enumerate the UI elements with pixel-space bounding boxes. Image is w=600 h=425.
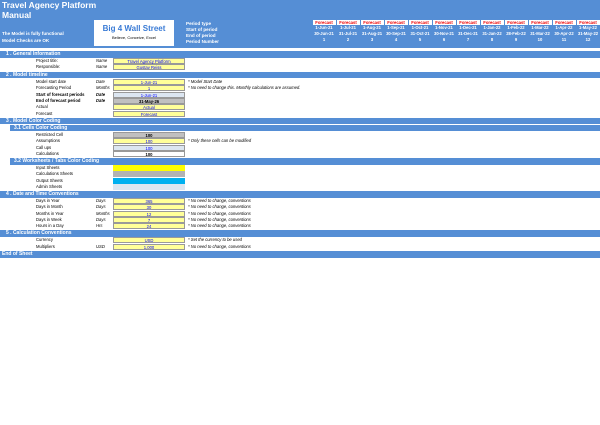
value-cell[interactable]: 100 [113,132,185,138]
timeline-row [0,92,600,98]
divider [0,48,600,50]
timeline-row [0,104,600,110]
period-end: 30-Apr-22 [554,31,574,36]
period-type: Forecast [409,20,432,25]
section-general-information: 1 . General Information [0,51,600,58]
value-cell[interactable]: USD [113,237,185,243]
period-start: 1-Jan-22 [483,25,501,30]
row-unit: Date [96,97,106,103]
period-end: 31-Mar-22 [530,31,550,36]
period-num: 7 [466,37,470,42]
row-label: Admin Sheets [36,183,63,189]
period-start: 1-Dec-21 [459,25,477,30]
start-period-label: Start of period [186,27,218,32]
period-column [480,20,504,43]
period-end: 31-Dec-21 [458,31,478,36]
tabs-row [0,184,600,190]
period-end: 31-Oct-21 [410,31,430,36]
period-type: Forecast [313,20,336,25]
period-end: 30-Jun-21 [314,31,334,36]
period-column [312,20,336,43]
color-swatch [113,184,185,190]
row-label: Call ups [36,144,52,150]
row-label: Project title: [36,58,58,63]
value-cell[interactable]: 100 [113,138,185,144]
subsection-cells-color-coding: 3.1 Cells Color Coding [10,125,600,132]
general-row [0,58,600,64]
row-unit: Hrs [96,223,103,229]
section-model-timeline: 2 . Model timeline [0,72,600,79]
dates-row [0,217,600,223]
period-type: Forecast [457,20,480,25]
row-label: Calculations [36,150,59,156]
period-type: Forecast [505,20,528,25]
period-type: Forecast [385,20,408,25]
period-num: 10 [537,37,543,42]
period-column [384,20,408,43]
status-checks: Model Checks are OK [2,38,50,43]
row-label: End of forecast period [36,97,81,103]
end-of-sheet: End of Sheet [0,251,600,258]
row-unit: Days [96,198,106,203]
period-column [432,20,456,43]
section-model-color-coding: 3 . Model Color Coding [0,118,600,125]
timeline-row [0,98,600,104]
period-num: 3 [370,37,374,42]
period-type: Forecast [553,20,576,25]
row-label: Actual [36,104,48,110]
period-column [552,20,576,43]
section-calculation-conventions: 5 . Calculation Conventions [0,230,600,237]
row-unit: Days [96,204,106,210]
period-type-label: Period type [186,21,212,26]
model-subtitle: Manual [2,10,32,20]
value-cell[interactable]: Travel Agency Platform [113,58,185,64]
value-cell[interactable]: 1 [113,85,185,91]
section-date-time-conventions: 4 . Date and Time Conventions [0,191,600,198]
period-end: 30-Sep-21 [386,31,406,36]
period-type: Forecast [433,20,456,25]
period-start: 1-Aug-21 [363,25,381,30]
period-column [576,20,600,43]
period-num: 12 [585,37,591,42]
row-label: Forecast [36,110,53,116]
period-num: 11 [561,37,567,42]
row-note: * No need to change, conventions [188,204,251,210]
period-column [528,20,552,43]
row-label: Assumptions [36,138,60,144]
tabs-row [0,171,600,177]
color-swatch [113,165,185,171]
dates-row [0,204,600,210]
model-title: Travel Agency Platform [2,0,97,10]
period-type: Forecast [337,20,360,25]
value-cell[interactable]: 100 [113,151,185,157]
value-cell[interactable]: 1,000 [113,244,185,250]
period-number-label: Period Number [186,39,219,44]
row-label: Forecasting Period [36,85,72,91]
row-note: * No need to change, conventions [188,223,251,229]
period-type: Forecast [529,20,552,25]
row-label: Days in Year [36,198,60,203]
row-note: * Only these cells can be modified [188,138,252,144]
row-unit: Months [96,85,110,91]
period-num: 1 [322,37,326,42]
row-unit: Date [96,91,106,97]
period-start: 1-Oct-21 [411,25,429,30]
end-period-label: End of period [186,33,216,38]
row-unit: Name [96,58,108,63]
row-note: * Model Start Date [188,79,223,84]
value-cell[interactable]: Forecast [113,111,185,117]
period-column [504,20,528,43]
dates-row [0,198,600,204]
value-cell[interactable]: 30 [113,204,185,210]
row-unit: Name [96,64,108,70]
tabs-row [0,165,600,171]
period-end: 31-Jan-22 [482,31,502,36]
row-label: Multipliers [36,243,55,249]
calc-row [0,237,600,243]
color-swatch [113,178,185,184]
value-cell[interactable]: 31-May-26 [113,98,185,104]
period-start: 1-May-22 [579,25,597,30]
row-note: * No need to change, conventions [188,243,251,249]
row-note: * No need to change, conventions [188,216,251,222]
row-label: Currency [36,237,53,242]
period-num: 5 [418,37,422,42]
row-unit: Date [96,79,105,84]
logo-text: Big 4 Wall Street [102,24,166,33]
row-label: Days in Month [36,204,63,210]
period-num: 6 [442,37,446,42]
row-note: * No need to change, conventions [188,210,251,216]
value-cell[interactable]: 7 [113,217,185,223]
status-functional: The Model is fully functional [2,31,64,36]
row-label: Model start date [36,79,67,84]
period-start: 1-Nov-21 [435,25,453,30]
period-column [456,20,480,43]
row-note: * No need to change, conventions [188,198,251,203]
logo [94,20,174,46]
row-label: Output Sheets [36,177,63,183]
calc-row [0,244,600,250]
period-end: 31-Jul-21 [338,31,358,36]
period-num: 2 [346,37,350,42]
period-column [408,20,432,43]
row-label: Days in Week [36,216,62,222]
cells-row [0,132,600,138]
row-unit: Days [96,216,106,222]
timeline-row [0,79,600,85]
cells-row [0,138,600,144]
tabs-row [0,178,600,184]
value-cell[interactable]: 1-Jun-21 [113,79,185,85]
row-label: Calculations Sheets [36,171,74,177]
timeline-row [0,85,600,91]
period-start: 1-Jun-21 [315,25,333,30]
period-start: 1-Feb-22 [507,25,525,30]
logo-tagline: Believe, Conceive, Excel [111,35,157,40]
dates-row [0,223,600,229]
period-start: 1-Apr-22 [555,25,573,30]
period-column [336,20,360,43]
row-label: Responsible: [36,64,61,70]
cells-row [0,151,600,157]
row-unit: USD [96,243,105,249]
value-cell[interactable]: Gustav Reiss [113,64,185,70]
row-label: Hours in a Day [36,223,64,229]
timeline-row [0,111,600,117]
period-end: 31-May-22 [577,31,599,36]
row-note: * Set the currency to be used [188,237,243,242]
period-type: Forecast [361,20,384,25]
dates-row [0,211,600,217]
color-swatch [113,171,185,177]
period-num: 8 [490,37,494,42]
subsection-tabs-color-coding: 3.2 Worksheets / Tabs Color Coding [10,158,600,165]
value-cell[interactable]: 100 [113,145,185,151]
row-unit: Months [96,210,110,216]
value-cell[interactable]: Actual [113,104,185,110]
period-end: 30-Nov-21 [433,31,454,36]
period-start: 1-Sep-21 [387,25,405,30]
row-label: Start of forecast periods [36,91,85,97]
value-cell[interactable]: 12 [113,211,185,217]
value-cell[interactable]: 365 [113,198,185,204]
cells-row [0,145,600,151]
period-start: 1-Mar-22 [531,25,549,30]
period-type: Forecast [577,20,600,25]
period-end: 31-Aug-21 [361,31,383,36]
period-start: 1-Jul-21 [340,25,356,30]
row-note: * No need to change this. Monthly calculations are assumed. [188,85,301,91]
period-num: 9 [514,37,518,42]
period-type: Forecast [481,20,504,25]
row-label: Months in Year [36,210,64,216]
period-num: 4 [394,37,398,42]
value-cell[interactable]: 24 [113,223,185,229]
period-column [360,20,384,43]
row-label: Restricted Cell [36,132,64,137]
value-cell[interactable]: 1-Jun-21 [113,92,185,98]
general-row [0,64,600,70]
row-label: Input Sheets [36,165,60,170]
period-end: 28-Feb-22 [506,31,526,36]
